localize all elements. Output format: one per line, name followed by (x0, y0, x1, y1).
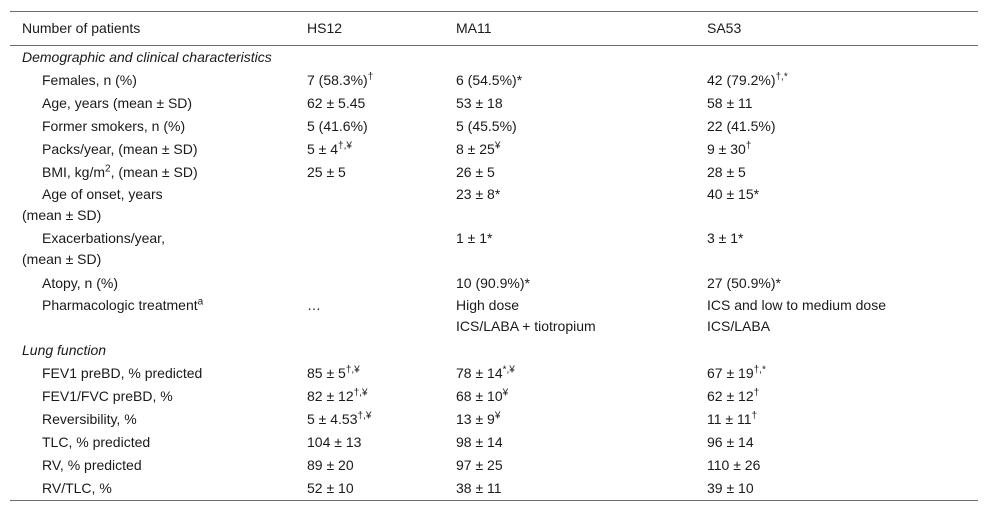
table-row-rv: RV, % predicted 89 ± 20 97 ± 25 110 ± 26 (42, 457, 761, 473)
table-row-atopy: Atopy, n (%) 10 (90.9%)* 27 (50.9%)* (42, 275, 781, 291)
section-heading-lung-function: Lung function (22, 342, 107, 358)
patient-characteristics-table (10, 11, 978, 501)
table-bottom-rule (10, 500, 978, 501)
header-sa53: SA53 (707, 20, 742, 36)
table-row-tlc: TLC, % predicted 104 ± 13 98 ± 14 96 ± 14 (42, 434, 754, 450)
table-row-age: Age, years (mean ± SD) 62 ± 5.45 53 ± 18 58 ± 11 (42, 95, 753, 111)
table-row-former-smokers: Former smokers, n (%) 5 (41.6%) 5 (45.5%) 22 (41.5%) (42, 118, 776, 134)
header-ma11: MA11 (456, 20, 492, 36)
header-hs12: HS12 (307, 20, 343, 36)
header-label: Number of patients (22, 20, 141, 36)
table-row-females: Females, n (%) 7 (58.3%)† 6 (54.5%)* 42 (79.2%)†,* (42, 71, 788, 88)
table-row-bmi: BMI, $kg/m^2$, (mean ± SD) 25 ± 5 26 ± 5 28 ± 5 (42, 163, 746, 180)
table-row-fev1-fvc: FEV1/FVC preBD, % 82 ± 12†,¥ 68 ± 10¥ 62 ± 12† (42, 387, 760, 404)
table-row-fev1: FEV1 preBD, % predicted 85 ± 5†,¥ 78 ± 14*,¥ 67 ± 19†,* (42, 364, 766, 381)
table-row-exacerbations: Exacerbations/year, (mean ± SD) 1 ± 1* 3 ± 1* (22, 230, 744, 267)
table-row-rv-tlc: RV/TLC, % 52 ± 10 38 ± 11 39 ± 10 (42, 480, 754, 496)
table-row-pharmacologic-treatment: Pharmacologic treatment$^a$ … High dose ICS/LABA + tiotropium ICS and low to medium dose ICS/LABA (42, 296, 886, 334)
table-row-packs-year: Packs/year, (mean ± SD) 5 ± 4†,¥ 8 ± 25¥ 9 ± 30† (42, 140, 752, 157)
table-row-age-of-onset: Age of onset, years (mean ± SD) 23 ± 8* 40 ± 15* (22, 186, 760, 223)
section-heading-demographic: Demographic and clinical characteristics (22, 49, 272, 65)
table-row-reversibility: Reversibility, % 5 ± 4.53†,¥ 13 ± 9¥ 11 ± 11† (42, 410, 758, 427)
table-header-row (10, 12, 978, 45)
